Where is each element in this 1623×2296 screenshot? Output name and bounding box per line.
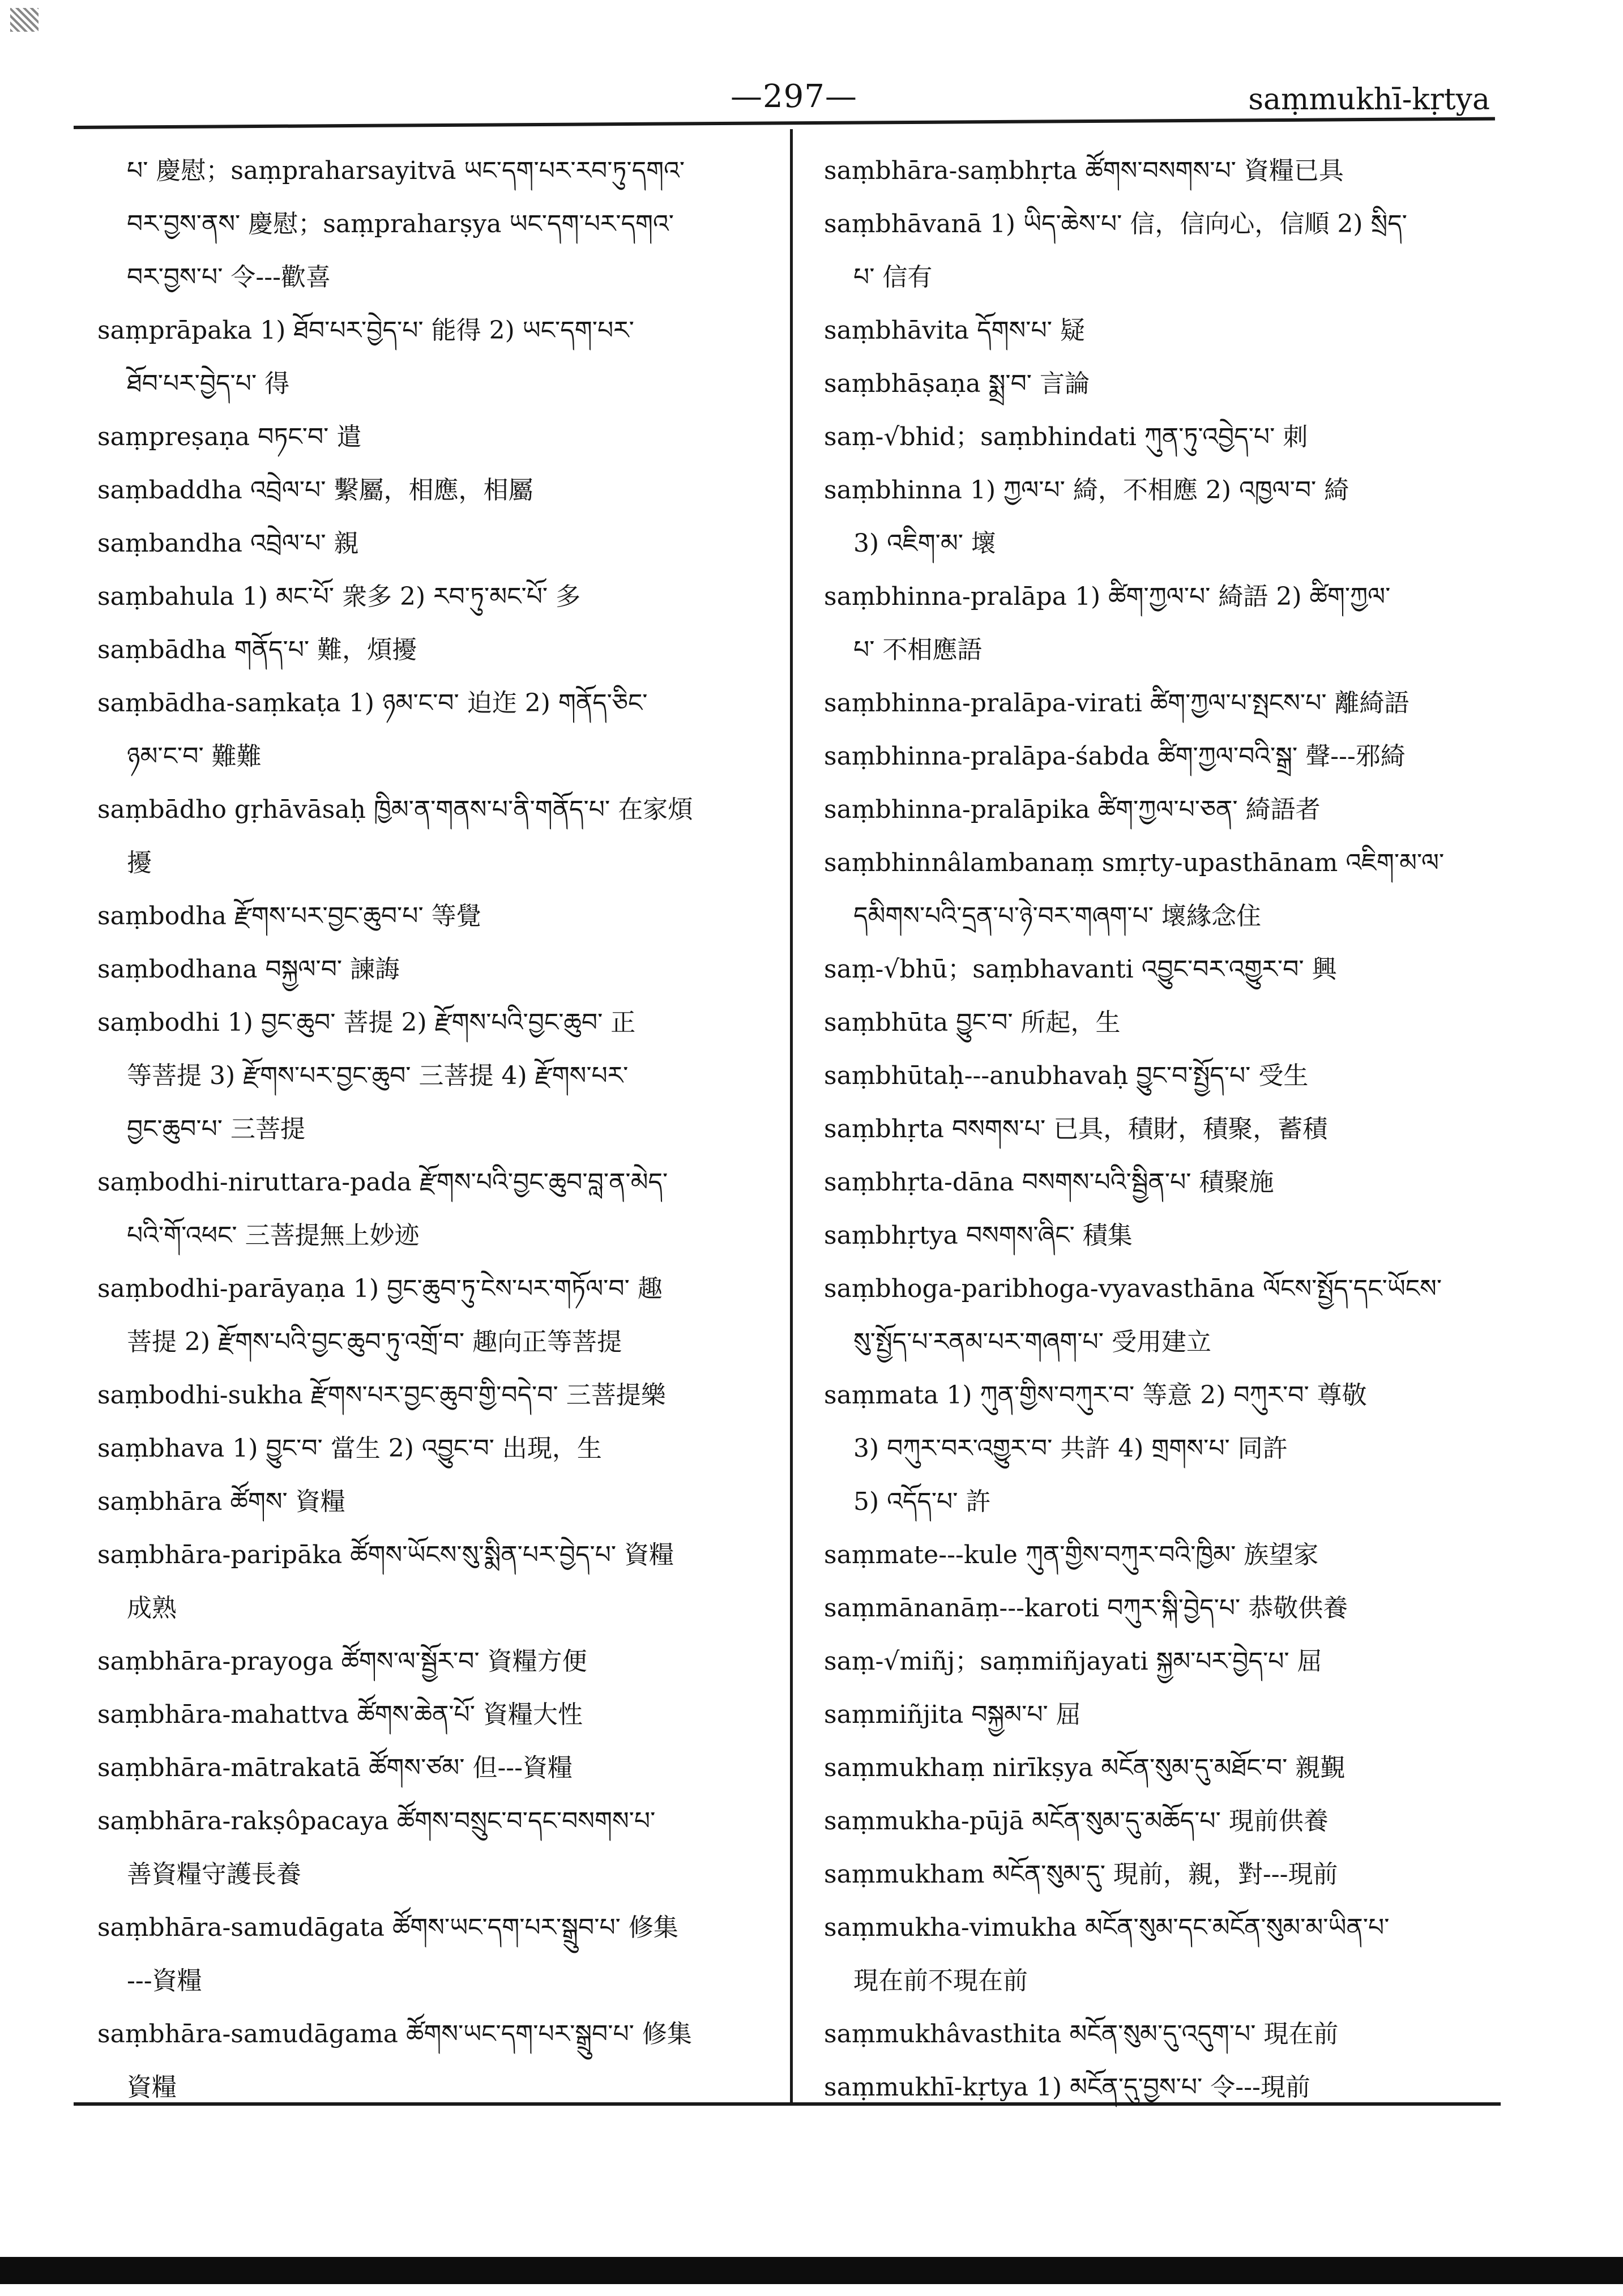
dictionary-line: saṃbodha རྫོགས་པར་བྱང་ཆུབ་པ་ 等覺 bbox=[97, 902, 481, 931]
dictionary-line: པ་ 不相應語 bbox=[853, 635, 983, 664]
dictionary-line: 現在前不現在前 bbox=[853, 1966, 1028, 1995]
dictionary-line: saṃbhṛta-dāna བསགས་པའི་སྦྱིན་པ་ 積聚施 bbox=[824, 1168, 1274, 1197]
dictionary-line: saṃbhāra-paripāka ཚོགས་ཡོངས་སུ་སྨིན་པར་བྱེད་པ་ 資糧 bbox=[97, 1540, 674, 1569]
dictionary-line: saṃbodhi 1) བྱང་ཆུབ་ 菩提 2) རྫོགས་པའི་བྱང་ཆུབ་ 正 bbox=[97, 1008, 636, 1037]
dictionary-line: པ་ 慶慰；saṃpraharsayitvā ཡང་དག་པར་རབ་ཏུ་དགའ་ bbox=[127, 156, 685, 185]
dictionary-line: 資糧 bbox=[127, 2073, 177, 2102]
dictionary-line: saṃbhṛtya བསགས་ཞིང་ 積集 bbox=[824, 1221, 1133, 1250]
dictionary-line: saṃbhinna-pralāpa-śabda ཚིག་ཀྱལ་བའི་སྒྲ་ 聲---邪綺 bbox=[824, 742, 1406, 771]
dictionary-line: དམིགས་པའི་དྲན་པ་ཉེ་བར་གཞག་པ་ 壞緣念住 bbox=[853, 902, 1262, 931]
dictionary-line: saṃbhāvanā 1) ཡིད་ཆེས་པ་ 信，信向心，信順 2) སྲིད་ bbox=[824, 210, 1407, 238]
dictionary-line: བྱང་ཆུབ་པ་ 三菩提 bbox=[127, 1115, 306, 1143]
dictionary-line: saṃbaddha འབྲེལ་པ་ 繫屬，相應，相屬 bbox=[97, 476, 533, 505]
dictionary-line: saṃmānanāṃ---karoti བཀུར་སྐི་བྱེད་པ་ 恭敬供養 bbox=[824, 1594, 1348, 1623]
running-head: saṃmukhī-kṛtya bbox=[1248, 83, 1490, 117]
dictionary-line: 3) འཇིག་མ་ 壞 bbox=[853, 529, 997, 558]
dictionary-line: saṃpreṣaṇa བཏང་བ་ 遣 bbox=[97, 423, 362, 451]
dictionary-line: saṃbhāra-saṃbhṛta ཚོགས་བསགས་པ་ 資糧已具 bbox=[824, 156, 1344, 185]
dictionary-line: saṃmukham མངོན་སུམ་དུ་ 現前，親，對---現前 bbox=[824, 1860, 1338, 1889]
dictionary-line: saṃbhāra-mahattva ཚོགས་ཆེན་པོ་ 資糧大性 bbox=[97, 1700, 583, 1729]
dictionary-line: saṃmata 1) ཀུན་གྱིས་བཀུར་བ་ 等意 2) བཀུར་བ་ 尊敬 bbox=[824, 1381, 1367, 1410]
dictionary-line: saṃbodhi-parāyaṇa 1) བྱང་ཆུབ་ཏུ་ངེས་པར་གཏོལ་བ་ 趣 bbox=[97, 1274, 663, 1303]
dictionary-line: saṃbhāvita དོགས་པ་ 疑 bbox=[824, 316, 1085, 345]
dictionary-line: saṃprāpaka 1) ཐོབ་པར་བྱེད་པ་ 能得 2) ཡང་དག་པར་ bbox=[97, 316, 634, 345]
dictionary-line: saṃmate---kule ཀུན་གྱིས་བཀུར་བའི་ཁྱིམ་ 族望家 bbox=[824, 1540, 1319, 1569]
dictionary-line: saṃbhinna 1) ཀྱལ་པ་ 綺，不相應 2) འཁྱལ་བ་ 綺 bbox=[824, 476, 1349, 505]
dictionary-line: saṃbādha-saṃkaṭa 1) ཉམ་ང་བ་ 迫迮 2) གནོད་ཅིང་ bbox=[97, 689, 648, 718]
scan-corner-mark bbox=[10, 8, 39, 32]
dictionary-line: saṃbhāra ཚོགས་ 資糧 bbox=[97, 1487, 345, 1516]
dictionary-line: saṃmukha-vimukha མངོན་སུམ་དང་མངོན་སུམ་མ་ཡིན་པ་ bbox=[824, 1913, 1390, 1942]
dictionary-line: saṃbhinna-pralāpa-virati ཚིག་ཀྱལ་པ་སྤངས་པ་ 離綺語 bbox=[824, 689, 1410, 718]
column-divider bbox=[790, 129, 793, 2105]
dictionary-line: saṃbhūta བྱུང་བ་ 所起，生 bbox=[824, 1008, 1121, 1037]
dictionary-line: saṃmukha-pūjā མངོན་སུམ་དུ་མཆོད་པ་ 現前供養 bbox=[824, 1807, 1329, 1836]
dictionary-line: saṃ-√miñj；saṃmiñjayati སྐྱམ་པར་བྱེད་པ་ 屈 bbox=[824, 1647, 1322, 1676]
dictionary-line: saṃ-√bhū；saṃbhavanti འབྱུང་བར་འགྱུར་བ་ 興 bbox=[824, 955, 1337, 984]
top-rule bbox=[74, 117, 1495, 129]
dictionary-line: saṃmukhâvasthita མངོན་སུམ་དུ་འདུག་པ་ 現在前 bbox=[824, 2020, 1339, 2049]
dictionary-line: པ་ 信有 bbox=[853, 263, 933, 292]
scan-bottom-edge bbox=[0, 2257, 1623, 2284]
dictionary-line: བར་བྱས་པ་ 令---歡喜 bbox=[127, 263, 331, 292]
dictionary-line: པའི་གོ་འཕང་ 三菩提無上妙迹 bbox=[127, 1221, 420, 1250]
dictionary-line: 菩提 2) རྫོགས་པའི་བྱང་ཆུབ་ཏུ་འགྲོ་བ་ 趣向正等菩提 bbox=[127, 1328, 622, 1356]
dictionary-line: saṃmukhaṃ nirīkṣya མངོན་སུམ་དུ་མཐོང་བ་ 親覲 bbox=[824, 1753, 1346, 1782]
dictionary-line: 等菩提 3) རྫོགས་པར་བྱང་ཆུབ་ 三菩提 4) རྫོགས་པར་ bbox=[127, 1061, 629, 1090]
dictionary-line: saṃbhāra-samudāgama ཚོགས་ཡང་དག་པར་སྒྲུབ་པ་ 修集 bbox=[97, 2020, 692, 2049]
dictionary-line: saṃ-√bhid；saṃbhindati ཀུན་ཏུ་འབྱེད་པ་ 刺 bbox=[824, 423, 1308, 451]
dictionary-line: saṃbhāra-samudāgata ཚོགས་ཡང་དག་པར་སྒྲུབ་པ་ 修集 bbox=[97, 1913, 678, 1942]
dictionary-line: 3) བཀུར་བར་འགྱུར་བ་ 共許 4) གྲགས་པ་ 同許 bbox=[853, 1434, 1288, 1463]
dictionary-line: saṃbhinna-pralāpa 1) ཚིག་ཀྱལ་པ་ 綺語 2) ཚིག་ཀྱལ་ bbox=[824, 582, 1391, 611]
dictionary-line: saṃbādha གནོད་པ་ 難，煩擾 bbox=[97, 635, 417, 664]
dictionary-line: 成熟 bbox=[127, 1594, 177, 1623]
page-number: —297— bbox=[731, 78, 857, 115]
dictionary-line: saṃbhava 1) བྱུང་བ་ 當生 2) འབྱུང་བ་ 出現，生 bbox=[97, 1434, 602, 1463]
dictionary-line: saṃbodhana བསྐྱལ་བ་ 諫誨 bbox=[97, 955, 400, 984]
dictionary-line: ཉམ་ང་བ་ 難難 bbox=[127, 742, 262, 771]
dictionary-line: saṃbhinna-pralāpika ཚིག་ཀྱལ་པ་ཅན་ 綺語者 bbox=[824, 795, 1321, 824]
right-column bbox=[824, 144, 1492, 2114]
dictionary-line: saṃbādho gṛhāvāsaḥ ཁྱིམ་ན་གནས་པ་ནི་གནོད་པ་ 在家煩 bbox=[97, 795, 693, 824]
dictionary-line: saṃbhṛta བསགས་པ་ 已具，積財，積聚，蓄積 bbox=[824, 1115, 1328, 1143]
dictionary-line: ---資糧 bbox=[127, 1966, 202, 1995]
dictionary-line: saṃbandha འབྲེལ་པ་ 親 bbox=[97, 529, 359, 558]
dictionary-line: saṃbhāra-mātrakatā ཚོགས་ཙམ་ 但---資糧 bbox=[97, 1753, 573, 1782]
dictionary-line: saṃbhāra-rakṣôpacaya ཚོགས་བསྲུང་བ་དང་བསགས་པ་ bbox=[97, 1807, 656, 1836]
dictionary-line: saṃbodhi-sukha རྫོགས་པར་བྱང་ཆུབ་གྱི་བདེ་བ་ 三菩提樂 bbox=[97, 1381, 666, 1410]
dictionary-line: saṃbhoga-paribhoga-vyavasthāna ལོངས་སྤྱོད་དང་ཡོངས་ bbox=[824, 1274, 1442, 1303]
dictionary-line: saṃbhūtaḥ---anubhavaḥ བྱུང་བ་སྤྱོད་པ་ 受生 bbox=[824, 1061, 1309, 1090]
dictionary-line: 擾 bbox=[127, 848, 152, 877]
dictionary-line: 5) འདོད་པ་ 許 bbox=[853, 1487, 991, 1516]
dictionary-line: བར་བྱས་ནས་ 慶慰；saṃpraharṣya ཡང་དག་པར་དགའ་ bbox=[127, 210, 674, 238]
dictionary-line: saṃbhinnâlambanaṃ smṛty-upasthānam འཇིག་མ་ལ་ bbox=[824, 848, 1445, 877]
dictionary-line: saṃbodhi-niruttara-pada རྫོགས་པའི་བྱང་ཆུབ་བླ་ན་མེད་ bbox=[97, 1168, 668, 1197]
dictionary-line: saṃmukhī-kṛtya 1) མངོན་དུ་བྱས་པ་ 令---現前 bbox=[824, 2073, 1310, 2102]
dictionary-line: སུ་སྤྱོད་པ་རནམ་པར་གཞག་པ་ 受用建立 bbox=[853, 1328, 1211, 1356]
dictionary-line: saṃbhāra-prayoga ཚོགས་ལ་སྦྱོར་བ་ 資糧方便 bbox=[97, 1647, 587, 1676]
left-column bbox=[97, 144, 777, 2114]
dictionary-line: ཐོབ་པར་བྱེད་པ་ 得 bbox=[127, 369, 290, 398]
dictionary-line: saṃmiñjita བསྐྱམ་པ་ 屈 bbox=[824, 1700, 1081, 1729]
dictionary-line: saṃbahula 1) མང་པོ་ 衆多 2) རབ་ཏུ་མང་པོ་ 多 bbox=[97, 582, 581, 611]
dictionary-line: 善資糧守護長養 bbox=[127, 1860, 301, 1889]
dictionary-line: saṃbhāṣaṇa སྨྲ་བ་ 言論 bbox=[824, 369, 1090, 398]
